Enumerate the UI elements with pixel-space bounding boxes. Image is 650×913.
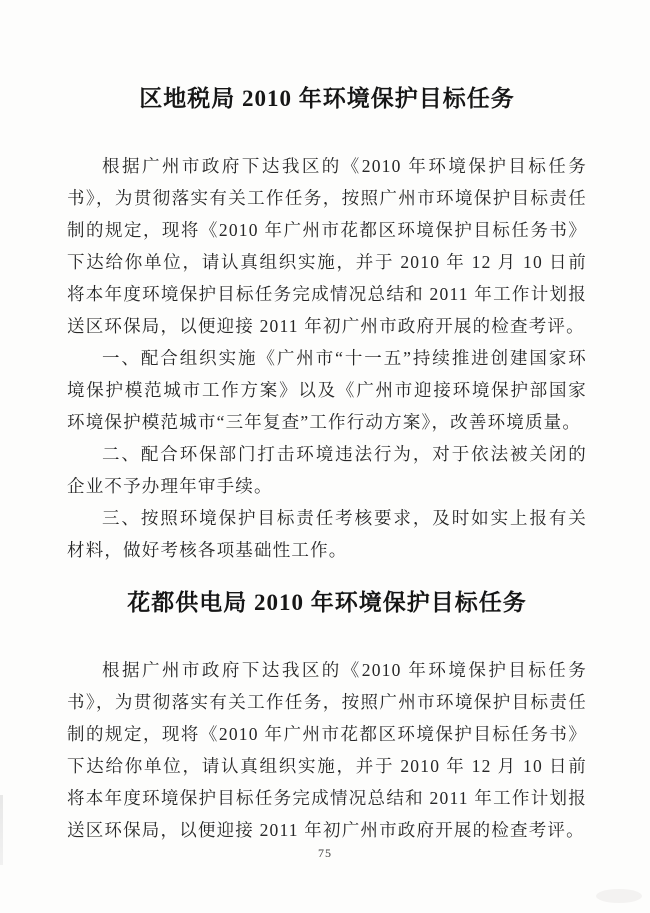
document-section	[67, 588, 587, 846]
paragraph: 根据广州市政府下达我区的《2010 年环境保护目标任务书》，为贯彻落实有关工作任务，按照广州市环境保护目标责任制的规定，现将《2010 年广州市花都区环境保护目标任务书》下达给你单位，请认真组织实施，并于 2010 年 12 月 10 日前将本年度环境保护目标任务完成情况总结和 2011 年工作计划报送区环保局，以便迎接 2011 年初广州市政府开展的检查考评。	[67, 660, 587, 840]
section-title: 花都供电局 2010 年环境保护目标任务	[127, 590, 527, 615]
document-section	[67, 84, 587, 566]
paragraph: 二、配合环保部门打击环境违法行为，对于依法被关闭的企业不予办理年审手续。	[67, 444, 587, 496]
document-sections	[67, 84, 587, 846]
page-number: 75	[318, 846, 332, 860]
paragraph: 三、按照环境保护目标责任考核要求，及时如实上报有关材料，做好考核各项基础性工作。	[67, 508, 587, 560]
paragraph: 一、配合组织实施《广州市“十一五”持续推进创建国家环境保护模范城市工作方案》以及《广州市迎接环境保护部国家环境保护模范城市“三年复查”工作行动方案》，改善环境质量。	[67, 348, 587, 432]
paragraph: 根据广州市政府下达我区的《2010 年环境保护目标任务书》，为贯彻落实有关工作任务，按照广州市环境保护目标责任制的规定，现将《2010 年广州市花都区环境保护目标任务书》下达给你单位，请认真组织实施，并于 2010 年 12 月 10 日前将本年度环境保护目标任务完成情况总结和 2011 年工作计划报送区环保局，以便迎接 2011 年初广州市政府开展的检查考评。	[67, 156, 587, 336]
section-title: 区地税局 2010 年环境保护目标任务	[139, 86, 515, 111]
scan-artifact-bottom-right	[596, 889, 642, 903]
